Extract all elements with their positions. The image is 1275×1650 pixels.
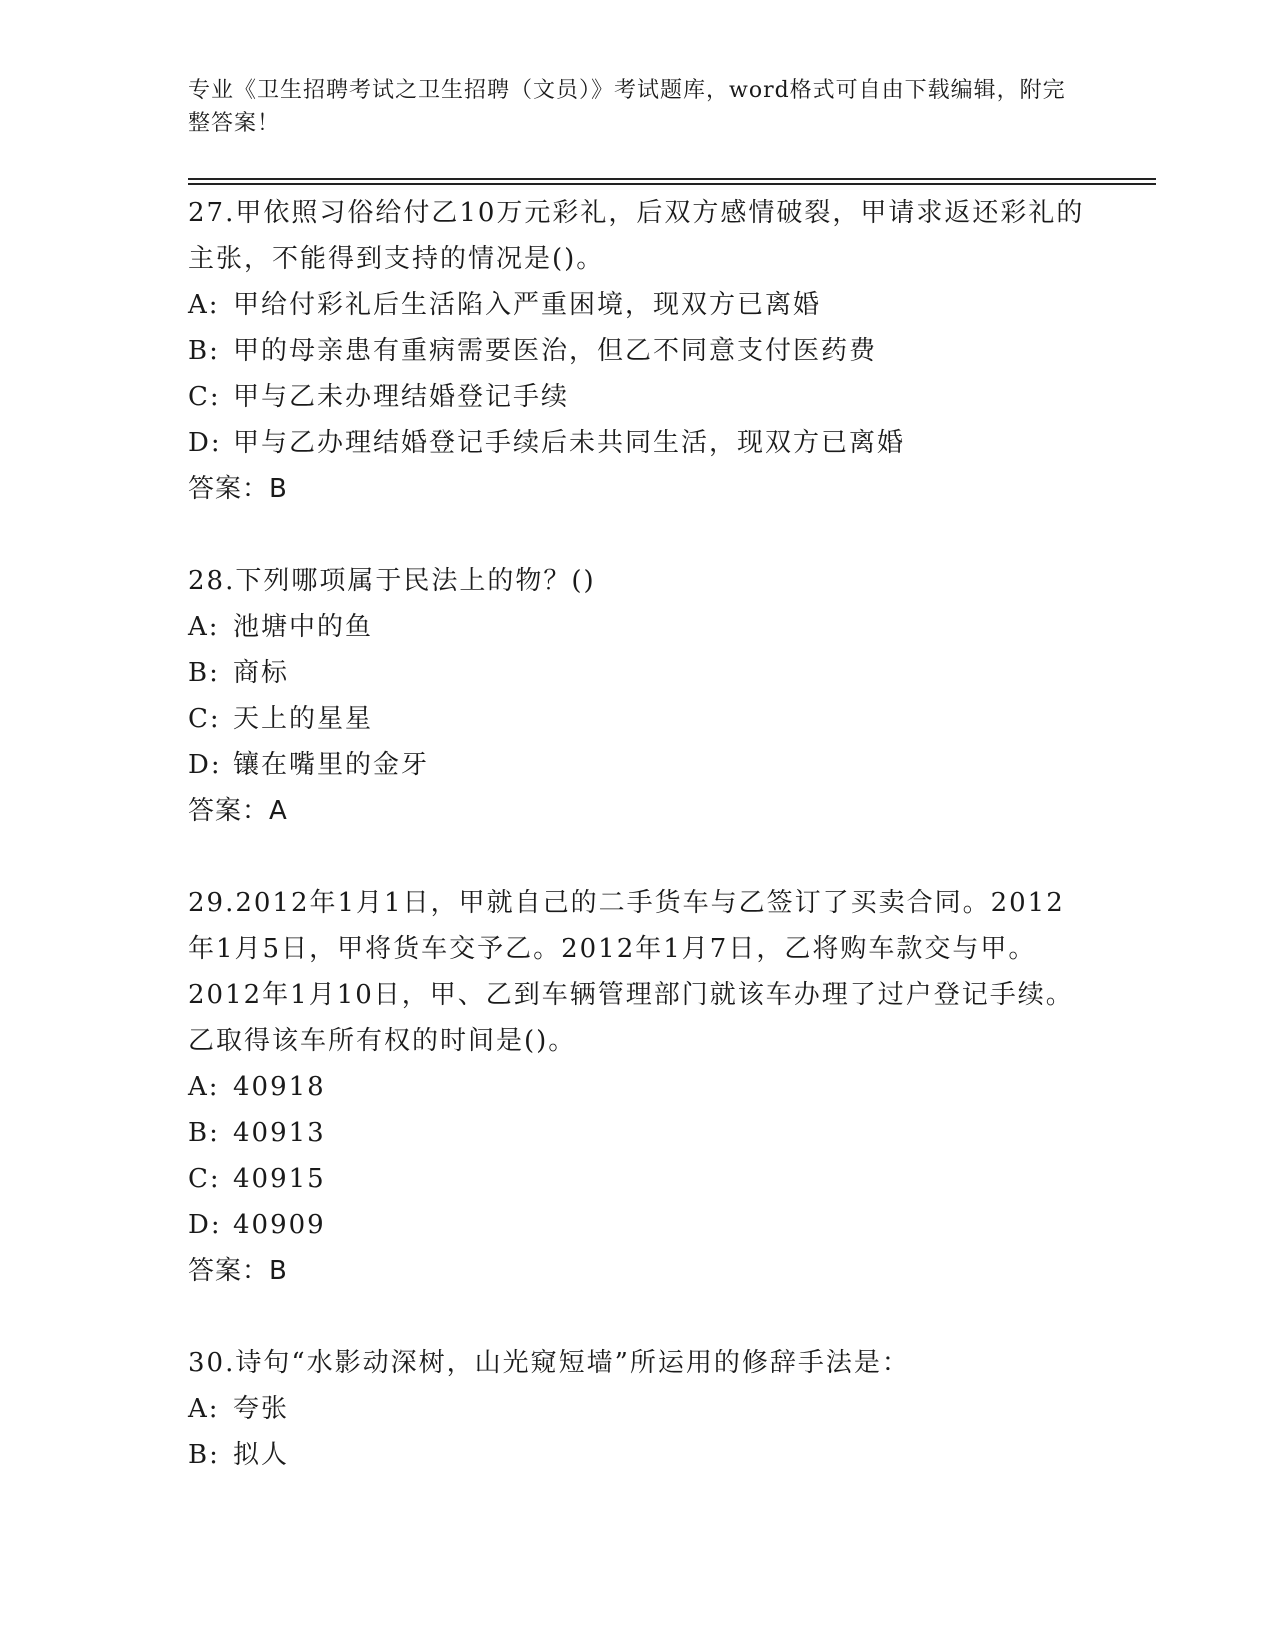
option-letter: D: [188, 428, 222, 458]
option-text: 镶在嘴里的金牙 [233, 750, 430, 780]
answer: 答案：A [188, 796, 288, 826]
option-b [188, 1110, 1088, 1156]
option-a [188, 282, 1088, 328]
option-c [188, 696, 1088, 742]
option-letter: D: [188, 1210, 222, 1240]
question-stem: 30.诗句“水影动深树，山光窥短墙”所运用的修辞手法是： [188, 1348, 910, 1378]
answer: 答案：B [188, 1256, 288, 1286]
option-d [188, 742, 1088, 788]
question-list [188, 190, 1088, 1524]
option-text: 夸张 [233, 1394, 290, 1424]
option-text: 商标 [233, 658, 290, 688]
header-divider-top [188, 178, 1156, 180]
document-header: 专业《卫生招聘考试之卫生招聘（文员）》考试题库，word格式可自由下载编辑，附完整答案！ [188, 78, 1066, 136]
option-letter: D: [188, 750, 222, 780]
option-text: 40909 [233, 1210, 326, 1240]
option-letter: C: [188, 1164, 221, 1194]
option-letter: B: [188, 1118, 220, 1148]
option-text: 甲的母亲患有重病需要医治，但乙不同意支付医药费 [233, 336, 878, 366]
option-letter: B: [188, 336, 220, 366]
option-b [188, 1432, 1088, 1478]
option-text: 天上的星星 [233, 704, 374, 734]
question-28 [188, 558, 1088, 834]
option-d [188, 420, 1088, 466]
option-text: 甲给付彩礼后生活陷入严重困境，现双方已离婚 [233, 290, 822, 320]
option-text: 40913 [233, 1118, 326, 1148]
option-b [188, 650, 1088, 696]
option-letter: C: [188, 382, 221, 412]
option-text: 池塘中的鱼 [233, 612, 374, 642]
option-text: 40915 [233, 1164, 326, 1194]
question-30 [188, 1340, 1088, 1478]
option-a [188, 1064, 1088, 1110]
option-letter: A: [188, 1394, 220, 1424]
question-stem: 29.2012年1月1日，甲就自己的二手货车与乙签订了买卖合同。2012年1月5日，甲将货车交予乙。2012年1月7日，乙将购车款交与甲。2012年1月10日，甲、乙到车辆管理部门就该车办理了过户登记手续。乙取得该车所有权的时间是()。 [188, 888, 1074, 1056]
option-letter: B: [188, 1440, 220, 1470]
option-text: 甲与乙未办理结婚登记手续 [233, 382, 570, 412]
question-27 [188, 190, 1088, 512]
option-letter: B: [188, 658, 220, 688]
option-text: 拟人 [233, 1440, 290, 1470]
option-a [188, 604, 1088, 650]
option-letter: C: [188, 704, 221, 734]
question-29 [188, 880, 1088, 1294]
header-divider-bottom [188, 183, 1156, 185]
option-d [188, 1202, 1088, 1248]
option-b [188, 328, 1088, 374]
option-c [188, 374, 1088, 420]
question-stem: 28.下列哪项属于民法上的物？() [188, 566, 596, 596]
option-a [188, 1386, 1088, 1432]
answer: 答案：B [188, 474, 288, 504]
option-text: 40918 [233, 1072, 326, 1102]
option-letter: A: [188, 1072, 220, 1102]
option-c [188, 1156, 1088, 1202]
option-letter: A: [188, 290, 220, 320]
option-text: 甲与乙办理结婚登记手续后未共同生活，现双方已离婚 [233, 428, 906, 458]
option-letter: A: [188, 612, 220, 642]
question-stem: 27.甲依照习俗给付乙10万元彩礼，后双方感情破裂，甲请求返还彩礼的主张，不能得到支持的情况是()。 [188, 198, 1085, 274]
